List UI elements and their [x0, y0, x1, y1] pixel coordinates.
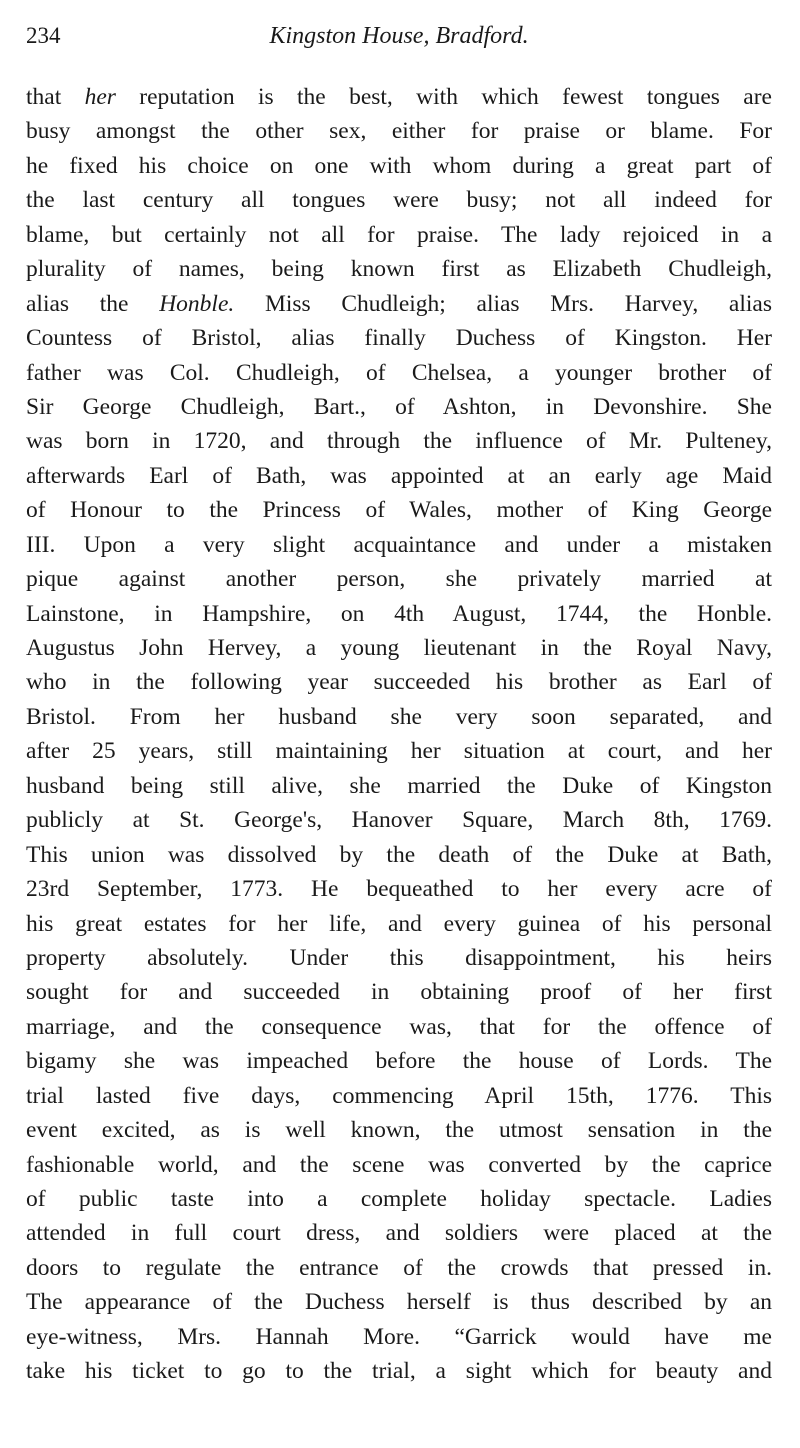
text-line: [26, 769, 772, 803]
text-line: [26, 597, 772, 631]
text-line: [26, 1354, 772, 1388]
text-line: [26, 1285, 772, 1319]
text-line: [26, 459, 772, 493]
text-line: [26, 424, 772, 458]
text-run: take his ticket to go to the trial, a sight which for beauty and: [26, 1358, 772, 1385]
text-line: [26, 1216, 772, 1250]
text-run: busy amongst the other sex, either for praise or blame. For: [26, 118, 772, 145]
text-run: sought for and succeeded in obtaining proof of her first: [26, 979, 772, 1006]
text-line: [26, 321, 772, 355]
text-run: who in the following year succeeded his brother as Earl of: [26, 669, 772, 696]
text-line: [26, 562, 772, 596]
text-run: Augustus John Hervey, a young lieutenant in the Royal Navy,: [26, 635, 772, 661]
text-line: [26, 493, 772, 527]
text-line: [26, 803, 772, 837]
text-line: [26, 252, 772, 286]
text-run: attended in full court dress, and soldiers were placed at the: [26, 1220, 772, 1247]
text-line: [26, 528, 772, 562]
text-line: [26, 631, 772, 665]
text-run: reputation is the best, with which fewest tongues are: [115, 84, 772, 110]
text-run: father was Col. Chudleigh, of Chelsea, a younger brother of: [26, 359, 772, 386]
text-run: Miss Chudleigh; alias Mrs. Harvey, alias: [234, 290, 772, 317]
text-line: [26, 1251, 772, 1285]
text-line: [26, 1182, 772, 1216]
text-line: [26, 287, 772, 321]
text-run: trial lasted five days, commencing April 15th, 1776. This: [26, 1082, 772, 1109]
text-run: blame, but certainly not all for praise. The lady rejoiced in a: [26, 221, 772, 248]
text-line: [26, 975, 772, 1009]
page-header: [26, 18, 772, 54]
text-line: [26, 390, 772, 424]
text-run: publicly at St. George's, Hanover Square, March 8th, 1769.: [26, 807, 772, 834]
text-run: his great estates for her life, and every guinea of his personal: [26, 910, 772, 937]
text-run: of public taste into a complete holiday spectacle. Ladies: [26, 1186, 772, 1212]
text-line: [26, 356, 772, 390]
page-number: 234: [26, 23, 61, 48]
text-line: [26, 907, 772, 941]
text-run: afterwards Earl of Bath, was appointed at an early age Maid: [26, 462, 772, 489]
text-line: [26, 218, 772, 252]
text-run: Countess of Bristol, alias finally Duchess of Kingston. Her: [26, 325, 772, 352]
text-line: [26, 838, 772, 872]
text-run: property absolutely. Under this disappointment, his heirs: [26, 944, 772, 971]
text-line: [26, 1320, 772, 1354]
text-run: that: [26, 84, 85, 110]
running-title: Kingston House, Bradford.: [269, 23, 529, 49]
text-run: III. Upon a very slight acquaintance and under a mistaken: [26, 531, 772, 558]
text-run: event excited, as is well known, the utmost sensation in the: [26, 1117, 772, 1144]
text-run: doors to regulate the entrance of the crowds that pressed in.: [26, 1254, 772, 1281]
text-line: [26, 700, 772, 734]
text-line: [26, 149, 772, 183]
text-run: husband being still alive, she married the Duke of Kingston: [26, 772, 772, 799]
text-line: [26, 872, 772, 906]
text-line: [26, 80, 772, 114]
text-line: [26, 1010, 772, 1044]
text-line: [26, 183, 772, 217]
text-run: 23rd September, 1773. He bequeathed to her every acre of: [26, 876, 772, 903]
text-run: the last century all tongues were busy; not all indeed for: [26, 187, 772, 214]
text-run: was born in 1720, and through the influence of Mr. Pulteney,: [26, 428, 772, 455]
text-run: he fixed his choice on one with whom during a great part of: [26, 152, 772, 179]
text-run: eye-witness, Mrs. Hannah More. “Garrick would have me: [26, 1323, 772, 1350]
text-line: [26, 1148, 772, 1182]
text-run: fashionable world, and the scene was converted by the caprice: [26, 1151, 772, 1178]
text-line: [26, 665, 772, 699]
text-line: [26, 734, 772, 768]
text-run: The appearance of the Duchess herself is thus described by an: [26, 1289, 772, 1316]
text-run: plurality of names, being known first as Elizabeth Chudleigh,: [26, 256, 772, 283]
text-line: [26, 114, 772, 148]
text-run: after 25 years, still maintaining her situation at court, and her: [26, 738, 772, 765]
text-run: alias the: [26, 290, 160, 317]
text-line: [26, 941, 772, 975]
text-run: of Honour to the Princess of Wales, mother of King George: [26, 497, 772, 524]
text-run: This union was dissolved by the death of the Duke at Bath,: [26, 841, 772, 868]
text-line: [26, 1079, 772, 1113]
text-run: Sir George Chudleigh, Bart., of Ashton, in Devonshire. She: [26, 393, 772, 420]
italic-text-run: her: [84, 84, 116, 110]
italic-text-run: Honble.: [159, 290, 235, 317]
text-run: Bristol. From her husband she very soon separated, and: [26, 703, 772, 730]
text-line: [26, 1044, 772, 1078]
body-text: [26, 80, 772, 1389]
text-run: Lainstone, in Hampshire, on 4th August, 1744, the Honble.: [26, 600, 772, 627]
text-run: pique against another person, she privately married at: [26, 566, 772, 593]
text-run: marriage, and the consequence was, that for the offence of: [26, 1013, 772, 1040]
text-run: bigamy she was impeached before the house of Lords. The: [26, 1048, 772, 1075]
text-line: [26, 1113, 772, 1147]
